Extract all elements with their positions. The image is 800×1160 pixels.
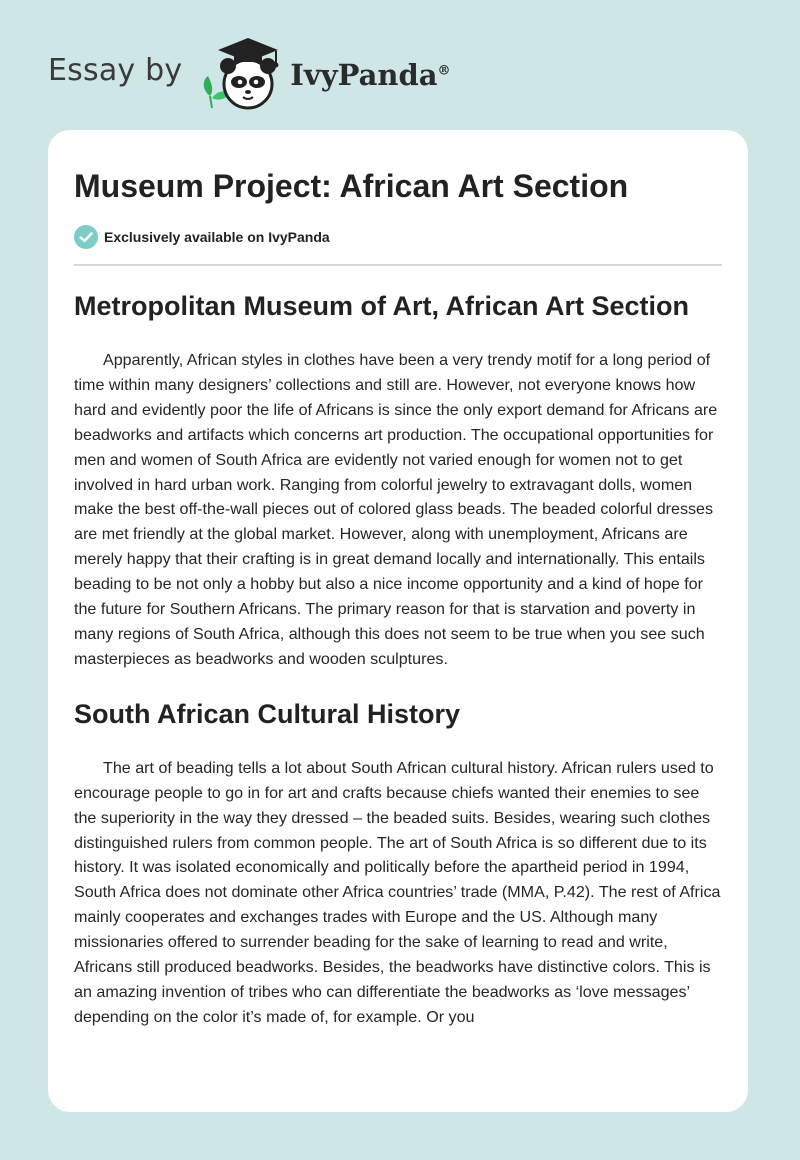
panda-graduate-logo-icon bbox=[196, 34, 288, 114]
section-paragraph: Apparently, African styles in clothes have been a very trendy motif for a long period of time within many designers’ collections and still are. However, not everyone knows how hard and evidently poor the life of Africans is since the only export demand for Africans are beadworks and artifacts which concerns art production. The occupational opportunities for men and women of South Africa are evidently not varied enough for women not to get involved in hard urban work. Ranging from colorful jewelry to extravagant dolls, women make the best off-the-wall pieces out of colored glass beads. The beaded colorful dresses are met friendly at the global market. However, along with unemployment, Africans are merely happy that their crafting is in great demand locally and internationally. This entails beading to be not only a hobby but also a nice income opportunity and a kind of hope for the future for Southern Africans. The primary reason for that is starvation and poverty in many regions of South Africa, although this does not seem to be true when you see such masterpieces as beadworks and wooden sculptures. bbox=[74, 351, 718, 668]
section-paragraph: The art of beading tells a lot about South African cultural history. African rulers used to encourage people to go in for art and crafts because chiefs wanted their enemies to see the superiority in the way they dressed – the beaded suits. Besides, wearing such clothes distinguished rulers from common people. The art of South Africa is so different due to its history. It was isolated economically and politically before the apartheid period in 1994, South Africa does not dominate other Africa countries’ trade (MMA, P.42). The rest of Africa mainly cooperates and exchanges trades with Europe and the US. Although many missionaries offered to surrender beading for the sake of learning to read and write, Africans still produced beadworks. Besides, the beadworks have distinctive colors. This is an amazing invention of tribes who can differentiate the beadworks as ‘love messages’ depending on the color it’s made of, for example. Or you bbox=[74, 758, 721, 1026]
exclusive-label: Exclusively available on IvyPanda bbox=[104, 229, 330, 245]
page-title: Museum Project: African Art Section bbox=[74, 168, 629, 204]
exclusive-badge bbox=[74, 224, 722, 250]
divider bbox=[74, 264, 722, 266]
brand-prefix: Essay by bbox=[48, 52, 183, 88]
brand-header bbox=[48, 34, 451, 114]
brand-name: IvyPanda® bbox=[290, 58, 451, 92]
section-heading: South African Cultural History bbox=[74, 698, 461, 729]
check-circle-icon bbox=[74, 225, 98, 249]
section-heading: Metropolitan Museum of Art, African Art Section bbox=[74, 291, 690, 321]
essay-card bbox=[48, 130, 748, 1112]
